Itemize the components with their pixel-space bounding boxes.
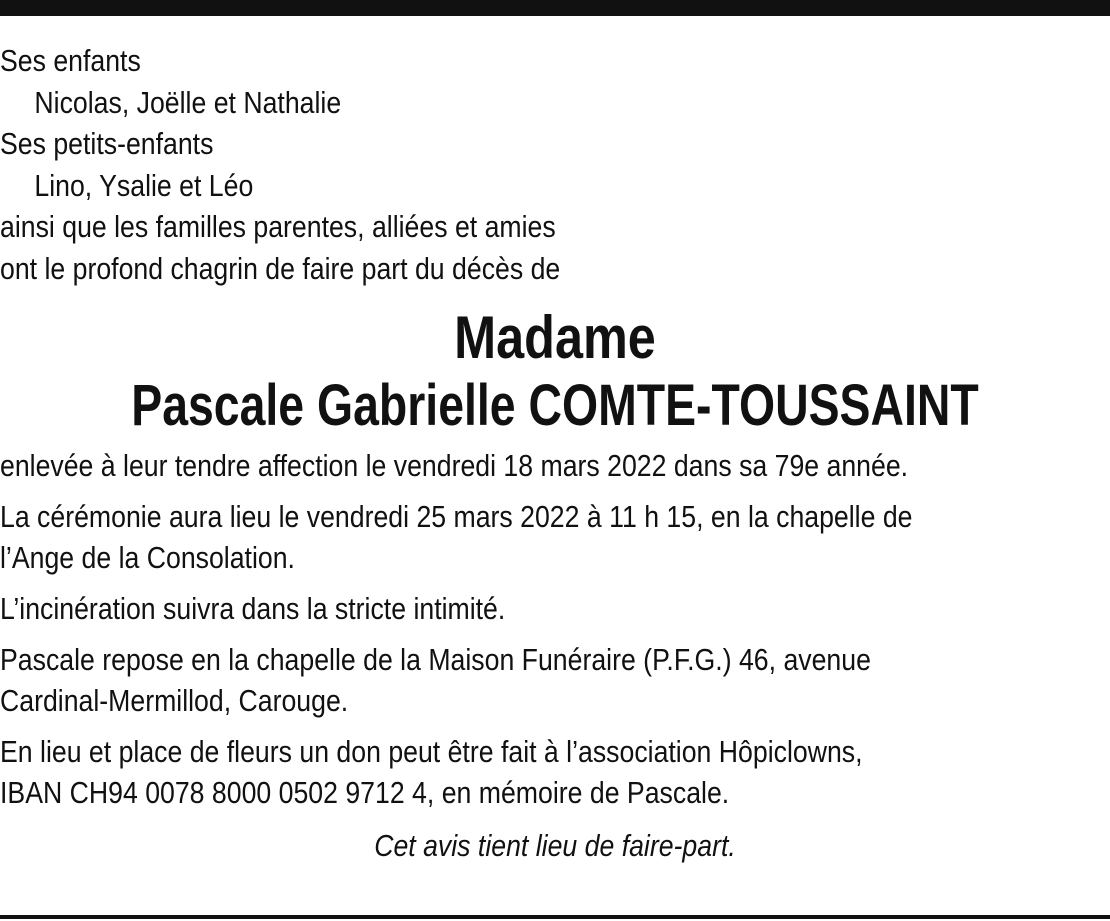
closing-note: Cet avis tient lieu de faire-part.: [374, 828, 736, 863]
bottom-rule: [0, 915, 1110, 919]
donation-line-2: IBAN CH94 0078 8000 0502 9712 4, en mémoire de Pascale.: [0, 775, 730, 810]
death-paragraph: [0, 445, 955, 486]
ceremony-line-1: La cérémonie aura lieu le vendredi 25 mars 2022 à 11 h 15, en la chapelle de: [0, 499, 913, 534]
death-line: enlevée à leur tendre affection le vendredi 18 mars 2022 dans sa 79e année.: [0, 448, 909, 483]
rest-line-1: Pascale repose en la chapelle de la Maison Funéraire (P.F.G.) 46, avenue: [0, 642, 871, 677]
announcement-line: ont le profond chagrin de faire part du décès de: [0, 250, 561, 286]
ceremony-line-2: l’Ange de la Consolation.: [0, 540, 295, 575]
donation-paragraph: [0, 731, 955, 813]
children-names: Nicolas, Joëlle et Nathalie: [34, 84, 342, 120]
obituary-notice: [0, 40, 1110, 866]
cremation-paragraph: [0, 588, 955, 629]
rest-paragraph: [0, 639, 955, 721]
donation-line-1: En lieu et place de fleurs un don peut être fait à l’association Hôpiclowns,: [0, 734, 863, 769]
deceased-title: Madame: [454, 304, 656, 371]
grandchildren-label: Ses petits-enfants: [0, 126, 214, 161]
cremation-line: L’incinération suivra dans la stricte intimité.: [0, 591, 506, 626]
children-label: Ses enfants: [0, 43, 141, 78]
rest-line-2: Cardinal-Mermillod, Carouge.: [0, 683, 349, 718]
top-rule: [0, 0, 1110, 16]
ceremony-paragraph: [0, 496, 955, 578]
deceased-name: Pascale Gabrielle COMTE-TOUSSAINT: [131, 373, 979, 438]
other-families: ainsi que les familles parentes, alliées et amies: [0, 209, 556, 244]
grandchildren-names: Lino, Ysalie et Léo: [34, 167, 254, 203]
